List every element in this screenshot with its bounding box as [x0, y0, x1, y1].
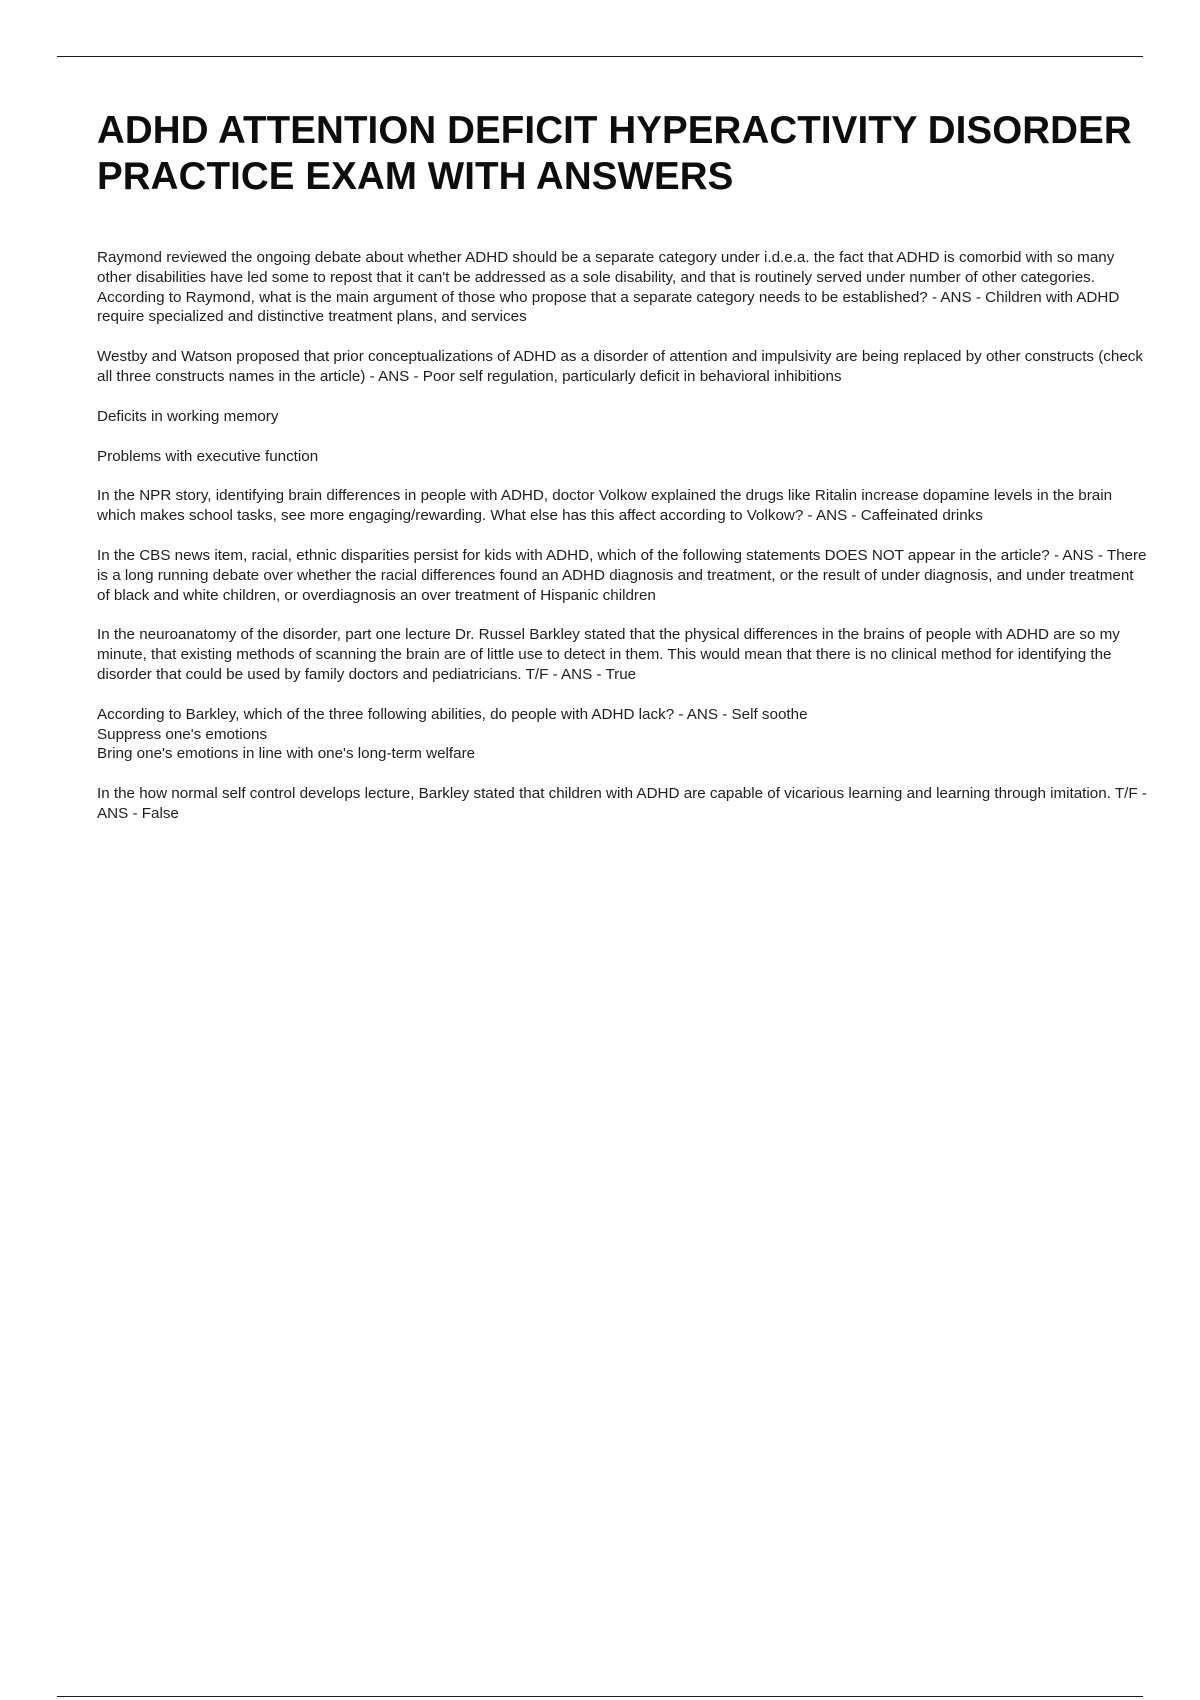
question-paragraph: Raymond reviewed the ongoing debate about whether ADHD should be a separate category under i.d.e.a. the fact that ADHD is comorbid with so many other disabilities have led some to repost that it can't be addressed as a sole disability, and that is routinely served under number of other categories. According to Raymond, what is the main argument of those who propose that a separate category needs to be established? - ANS - Children with ADHD require specialized and distinctive treatment plans, and services [97, 249, 1120, 326]
bottom-divider [57, 1696, 1143, 1697]
question-paragraph: Westby and Watson proposed that prior conceptualizations of ADHD as a disorder of attention and impulsivity are being replaced by other constructs (check all three constructs names in the article) - ANS - Poor self regulation, particularly deficit in behavioral inhibitions [97, 348, 1143, 385]
question-paragraph: In the CBS news item, racial, ethnic disparities persist for kids with ADHD, which of the following statements DOES NOT appear in the article? - ANS - There is a long running debate over whether the racial differences found an ADHD diagnosis and treatment, or the result of under diagnosis, and under treatment of black and white children, or overdiagnosis an over treatment of Hispanic children [97, 546, 1147, 604]
question-paragraph: According to Barkley, which of the three following abilities, do people with ADHD lack? - ANS - Self soothe Suppress one's emotions Bring one's emotions in line with one's long-term welfare [97, 705, 808, 763]
question-paragraph: In the neuroanatomy of the disorder, part one lecture Dr. Russel Barkley stated that the physical differences in the brains of people with ADHD are so my minute, that existing methods of scanning the brain are of little use to detect in them. This would mean that there is no clinical method for identifying the disorder that could be used by family doctors and pediatricians. T/F - ANS - True [97, 626, 1120, 683]
top-divider [57, 56, 1143, 57]
answer-continuation: Problems with executive function [97, 447, 319, 465]
answer-continuation: Deficits in working memory [97, 407, 279, 425]
document-body [97, 108, 1149, 844]
document-title: ADHD ATTENTION DEFICIT HYPERACTIVITY DISORDER PRACTICE EXAM WITH ANSWERS [97, 109, 1132, 198]
question-paragraph: In the NPR story, identifying brain differences in people with ADHD, doctor Volkow explained the drugs like Ritalin increase dopamine levels in the brain which makes school tasks, see more engaging/rewarding. What else has this affect according to Volkow? - ANS - Caffeinated drinks [97, 487, 1113, 525]
question-paragraph: In the how normal self control develops lecture, Barkley stated that children with ADHD are capable of vicarious learning and learning through imitation. T/F - ANS - False [97, 785, 1147, 822]
